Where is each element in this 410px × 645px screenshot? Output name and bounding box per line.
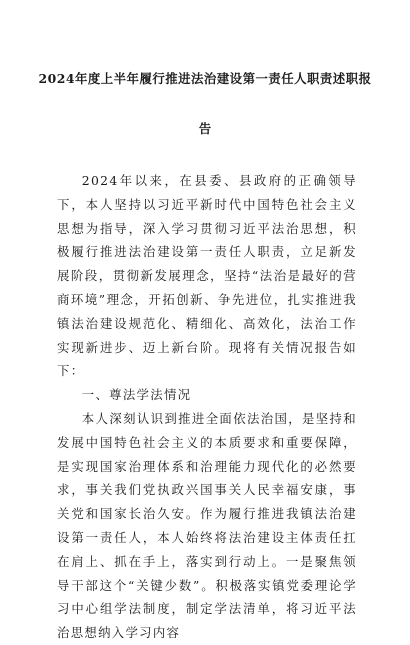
document-title-continuation: 告 [198,121,212,136]
document-body [57,169,357,645]
document-title: 2024年度上半年履行推进法治建设第一责任人职责述职报 [38,71,372,86]
intro-paragraph: 2024年以来，在县委、县政府的正确领导下，本人坚持以习近平新时代中国特色社会主义思想为指导，深入学习贯彻习近平法治思想，积极履行推进法治建设第一责任人职责，立足新发展阶段，贯彻新发展理念，坚持“法治是最好的营商环境”理念，开拓创新、争先进位，扎实推进我镇法治建设规范化、精细化、高效化，法治工作实现新进步、迈上新台阶。现将有关情况报告如下： [57,173,357,379]
section-heading: 一、尊法学法情况 [81,387,192,403]
body-paragraph: 本人深刻认识到推进全面依法治国，是坚持和发展中国特色社会主义的本质要求和重要保障，是实现国家治理体系和治理能力现代化的必然要求，事关我们党执政兴国事关人民幸福安康，事关党和国家长治久安。作为履行推进我镇法治建设第一责任人，本人始终将法治建设主体责任扛在肩上、抓在手上，落实到行动上。一是聚焦领导干部这个“关键少数”。积极落实镇党委理论学习中心组学法制度，制定学法清单，将习近平法治思想纳入学习内容 [57,410,357,641]
